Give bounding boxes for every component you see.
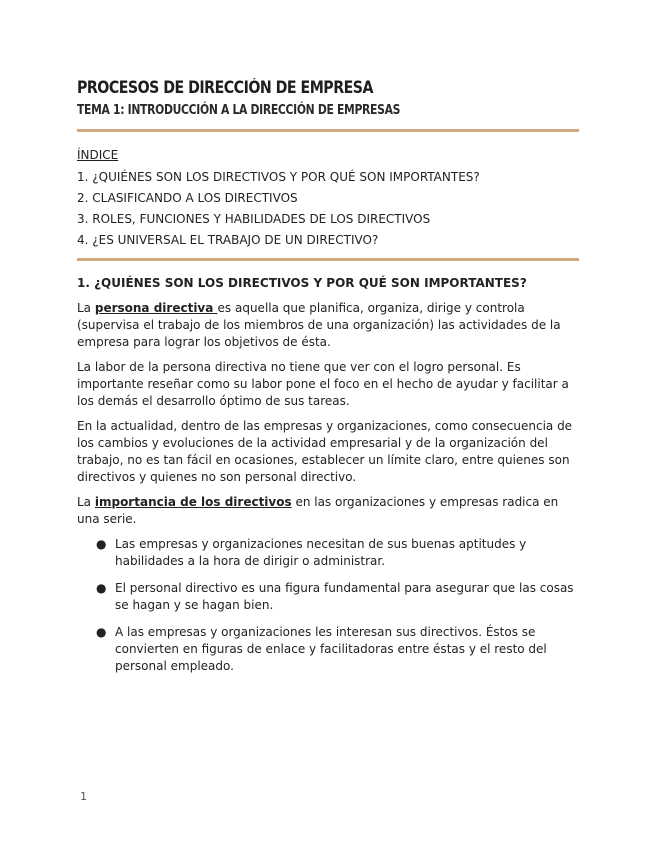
divider [77,129,579,132]
paragraph: La importancia de los directivos en las organizaciones y empresas radica en una serie. [77,495,559,526]
paragraph: La persona directiva es aquella que planifica, organiza, dirige y controla (supervisa el trabajo de los miembros de una organización) las actividades de la empresa para lograr los objetivos de ésta. [77,301,561,349]
toc-item: 1. ¿QUIÉNES SON LOS DIRECTIVOS Y POR QUÉ SON IMPORTANTES? [77,170,480,184]
paragraph: En la actualidad, dentro de las empresas y organizaciones, como consecuencia de los cambios y evoluciones de la actividad empresarial y de la organización del trabajo, no es tan fácil en ocasiones, establecer un límite claro, entre quienes son directivos y quienes no son personal directivo. [77,419,573,484]
page-number: 1 [80,790,87,803]
document-subtitle: TEMA 1: INTRODUCCIÓN A LA DIRECCIÓN DE EMPRESAS [77,102,401,118]
document-title: PROCESOS DE DIRECCIÓN DE EMPRESA [77,78,373,97]
list-item: ● A las empresas y organizaciones les interesan sus directivos. Éstos se convierten en figuras de enlace y facilitadoras entre éstas y el resto del personal empleado. [96,625,547,673]
table-of-contents [77,146,579,251]
toc-item: 2. CLASIFICANDO A LOS DIRECTIVOS [77,191,298,205]
document-page [77,76,579,685]
term-importancia-directivos: importancia de los directivos [94,495,292,509]
section-heading: 1. ¿QUIÉNES SON LOS DIRECTIVOS Y POR QUÉ SON IMPORTANTES? [77,276,527,290]
bullet-icon: ● [96,581,107,595]
toc-item: 3. ROLES, FUNCIONES Y HABILIDADES DE LOS DIRECTIVOS [77,212,431,226]
toc-item: 4. ¿ES UNIVERSAL EL TRABAJO DE UN DIRECTIVO? [77,233,379,247]
bullet-icon: ● [96,625,107,639]
divider [77,258,579,261]
term-persona-directiva: persona directiva [94,301,218,315]
bullet-list [77,536,579,675]
toc-heading: ÍNDICE [77,148,119,162]
bullet-icon: ● [96,537,107,551]
paragraph: La labor de la persona directiva no tiene que ver con el logro personal. Es importante reseñar como su labor pone el foco en el hecho de ayudar y facilitar a los demás el desarrollo óptimo de sus tareas. [77,360,569,408]
list-item: ● El personal directivo es una figura fundamental para asegurar que las cosas se hagan y se hagan bien. [96,581,574,612]
list-item: ● Las empresas y organizaciones necesitan de sus buenas aptitudes y habilidades a la hora de dirigir o administrar. [96,537,527,568]
